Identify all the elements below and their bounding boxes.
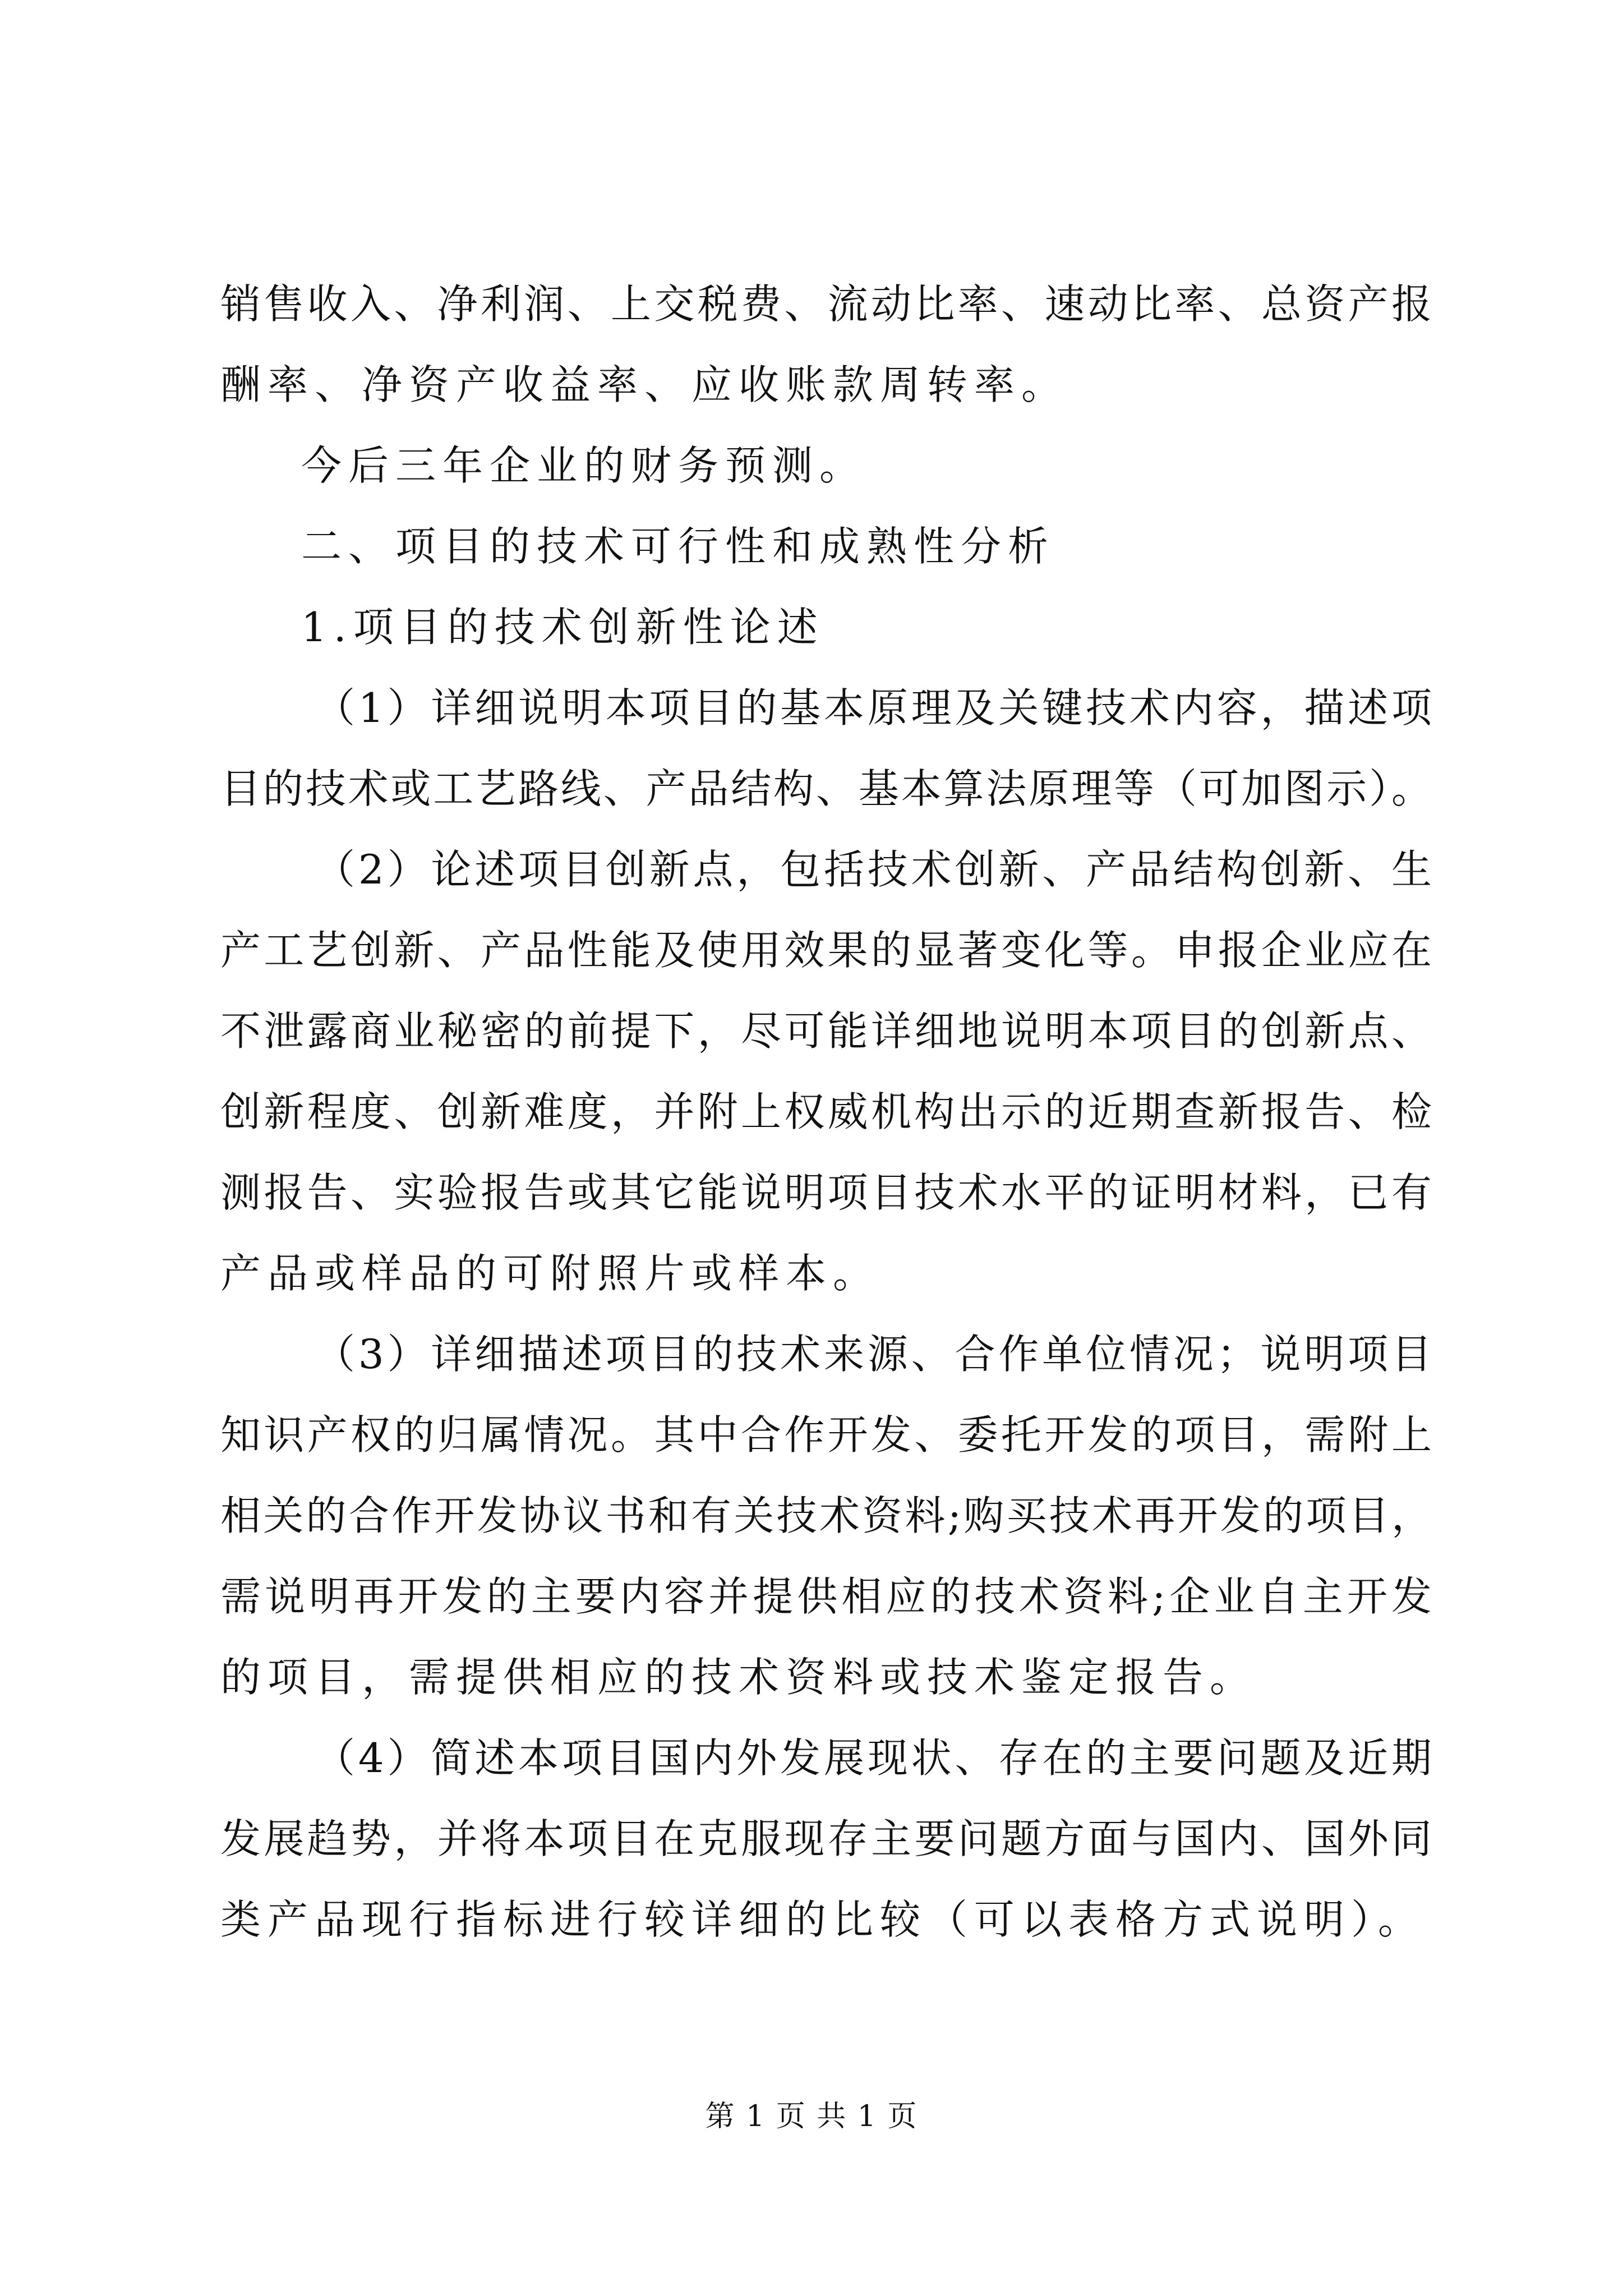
- page-footer: 第 1 页 共 1 页: [705, 2100, 918, 2133]
- text-line: 需说明再开发的主要内容并提供相应的技术资料;企业自主开发: [220, 1573, 1432, 1620]
- text-line: （2）论述项目创新点，包括技术创新、产品结构创新、生: [315, 846, 1432, 893]
- text-line: 产品或样品的可附照片或样本。: [220, 1250, 880, 1297]
- text-line: 销售收入、净利润、上交税费、流动比率、速动比率、总资产报: [220, 280, 1432, 328]
- text-line: 类产品现行指标进行较详细的比较（可以表格方式说明）。: [220, 1896, 1426, 1943]
- text-line: 目的技术或工艺路线、产品结构、基本算法原理等（可加图示）。: [220, 765, 1432, 812]
- text-line: 发展趋势，并将本项目在克服现存主要问题方面与国内、国外同: [220, 1815, 1432, 1862]
- text-line: 相关的合作开发协议书和有关技术资料;购买技术再开发的项目，: [220, 1492, 1432, 1539]
- document-body: [220, 264, 1432, 1960]
- text-line: 测报告、实验报告或其它能说明项目技术水平的证明材料，已有: [220, 1169, 1432, 1216]
- text-line: （4）简述本项目国内外发展现状、存在的主要问题及近期: [315, 1734, 1432, 1782]
- text-line: 的项目，需提供相应的技术资料或技术鉴定报告。: [220, 1654, 1257, 1701]
- text-line: 1.项目的技术创新性论述: [301, 604, 824, 651]
- text-line: 二、项目的技术可行性和成熟性分析: [301, 523, 1055, 570]
- text-line: 创新程度、创新难度，并附上权威机构出示的近期查新报告、检: [220, 1088, 1432, 1135]
- text-line: （1）详细说明本项目的基本原理及关键技术内容，描述项: [315, 684, 1432, 731]
- text-line: 酬率、净资产收益率、应收账款周转率。: [220, 361, 1069, 408]
- text-line: （3）详细描述项目的技术来源、合作单位情况；说明项目: [315, 1331, 1432, 1378]
- text-line: 知识产权的归属情况。其中合作开发、委托开发的项目，需附上: [220, 1411, 1432, 1458]
- text-line: 今后三年企业的财务预测。: [301, 442, 867, 489]
- text-line: 产工艺创新、产品性能及使用效果的显著变化等。申报企业应在: [220, 927, 1432, 974]
- text-line: 不泄露商业秘密的前提下，尽可能详细地说明本项目的创新点、: [220, 1007, 1432, 1055]
